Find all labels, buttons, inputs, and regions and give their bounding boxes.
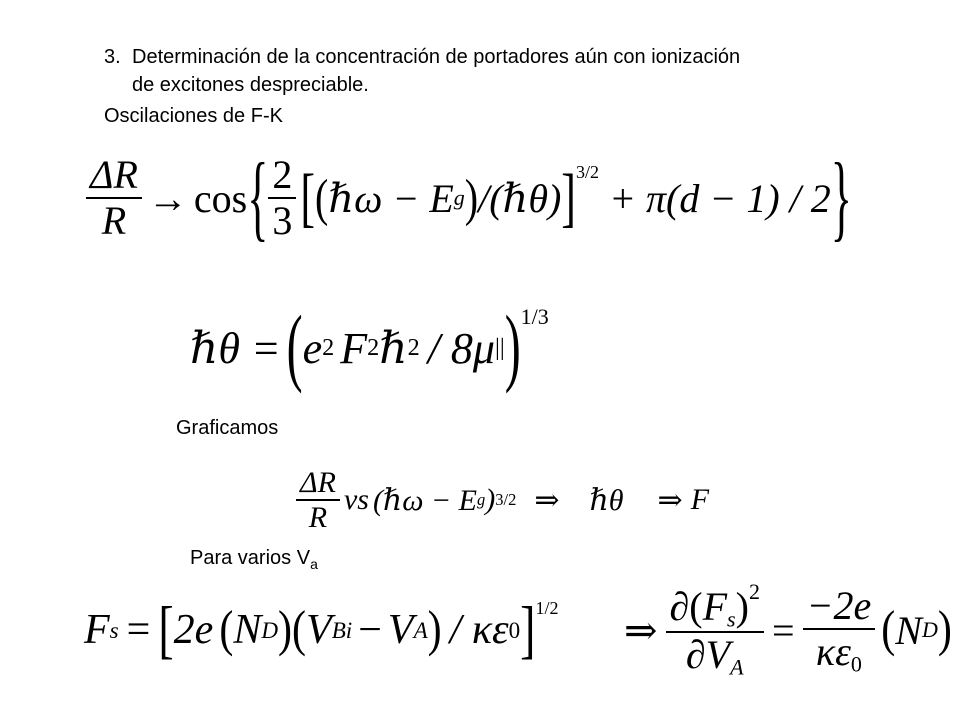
eq5-lhs-fraction [666, 580, 764, 680]
eq2-exponent: 1/3 [520, 304, 549, 329]
eq4-paren-open-1: ( [219, 602, 234, 658]
eq3-implies-1: ⇒ [534, 483, 560, 517]
eq2-hbar: ℏ [379, 323, 408, 373]
eq4-lhs-sub: s [109, 616, 119, 643]
eq4-minus: − [358, 607, 382, 653]
eq2-mid-sup: 2 [367, 334, 380, 361]
eq1-arrow: → [147, 175, 188, 221]
eq1-lhs-num: ΔR [90, 152, 138, 197]
eq2-mu-sub: || [495, 334, 505, 361]
eq1-right-brace: } [830, 143, 852, 251]
equation-fk-oscillation [86, 143, 852, 251]
eq4-coef: 2e [173, 607, 214, 653]
eq5-paren-open: ( [881, 602, 896, 658]
eq2-mid: F [340, 323, 368, 373]
eq3-exponent: 3/2 [495, 490, 517, 509]
eq1-lhs-fraction [86, 153, 142, 243]
eq1-frac-den: 3 [272, 198, 293, 243]
eq2-base-sup: 2 [322, 334, 335, 361]
eq5-nd-sub: D [921, 617, 938, 642]
eq5-rhs-num: −2e [806, 582, 872, 628]
label-para-varios-sub: a [310, 556, 318, 572]
eq4-eps-sub: 0 [508, 616, 521, 643]
eq3-paren-close: ) [485, 483, 496, 516]
eq5-num-paren-close: ) [735, 583, 749, 629]
eq4-paren-close-2: ) [427, 602, 442, 658]
eq4-lhs: F [84, 607, 110, 653]
eq5-num-f: F [702, 583, 728, 629]
eq1-inner-b: /(ℏθ) [478, 175, 562, 221]
eq4-vbi: V [306, 607, 332, 653]
subheading: Oscilaciones de F-K [104, 105, 283, 127]
equation-field-surface [84, 590, 558, 670]
eq2-div: / 8μ [427, 323, 495, 373]
label-graficamos: Graficamos [176, 417, 279, 439]
eq1-lhs-den: R [101, 198, 127, 243]
eq3-lhs-fraction [296, 466, 340, 534]
eq4-paren-close-1: ) [278, 602, 293, 658]
eq2-hbar-sup: 2 [407, 334, 420, 361]
eq5-num-paren-open: ( [689, 583, 703, 629]
eq5-rhs-den [812, 630, 866, 677]
heading-number: 3. [104, 46, 121, 68]
eq3-implies-2: ⇒ [657, 483, 683, 517]
eq4-va: V [387, 607, 414, 653]
eq5-implies: ⇒ [624, 607, 658, 653]
eq1-left-brace: { [247, 143, 269, 251]
eq3-lhs-num: ΔR [300, 466, 336, 499]
eq5-den-sub: A [730, 655, 744, 681]
eq3-end: F [690, 483, 710, 516]
eq4-eq: = [126, 607, 151, 653]
eq4-exponent: 1/2 [535, 598, 559, 618]
eq5-rhs-den-sub: 0 [850, 651, 862, 677]
eq1-right-paren: ) [464, 168, 479, 227]
eq1-two-thirds [268, 153, 296, 243]
eq2-right-paren: ) [504, 299, 521, 395]
eq4-nd: N [233, 607, 262, 653]
eq3-vs: vs [343, 483, 369, 516]
eq5-nd: N [895, 607, 922, 653]
eq4-paren-open-2: ( [292, 602, 307, 658]
eq5-eq: = [771, 607, 795, 653]
label-para-varios-text: Para varios V [190, 547, 311, 569]
eq3-lhs-den: R [308, 501, 328, 534]
heading-line-1: Determinación de la concentración de portadores aún con ionización [132, 46, 741, 68]
eq4-open-bracket: [ [158, 593, 174, 665]
eq5-num-d: ∂ [669, 583, 690, 629]
eq1-cos: cos [193, 175, 248, 221]
eq2-lhs: ℏθ = [190, 323, 281, 373]
eq1-right-bracket: ] [561, 160, 576, 234]
label-para-varios [190, 545, 318, 577]
equation-hbar-theta [190, 298, 549, 398]
eq1-left-bracket: [ [300, 160, 316, 234]
equation-plot [296, 460, 709, 540]
eq1-inner-a-sub: g [453, 185, 465, 210]
eq5-num-f-sub: s [727, 606, 736, 632]
eq1-inner-a: ℏω − E [328, 175, 454, 221]
eq5-rhs-den-text: κε [815, 628, 851, 674]
eq1-frac-num: 2 [272, 152, 293, 197]
eq3-paren: (ℏω − E [372, 483, 477, 517]
eq5-rhs-fraction [803, 584, 876, 677]
eq1-exponent: 3/2 [575, 162, 599, 182]
eq4-close-bracket: ] [520, 593, 536, 665]
eq4-vbi-sub: Bi [331, 616, 353, 643]
eq4-nd-sub: D [261, 616, 279, 643]
eq2-base: e [302, 323, 323, 373]
eq4-va-sub: A [413, 616, 428, 643]
eq5-lhs-num [666, 580, 764, 632]
eq1-left-paren: ( [315, 168, 329, 227]
eq2-left-paren: ( [286, 299, 303, 395]
heading-line-2: de excitones despreciable. [132, 74, 369, 96]
eq3-paren-sub: g [477, 490, 486, 509]
equation-derivative [624, 580, 952, 680]
eq5-paren-close: ) [937, 602, 952, 658]
eq4-div: / κε [449, 607, 509, 653]
eq5-lhs-den [682, 633, 748, 680]
eq1-tail: + π(d − 1) / 2 [608, 175, 831, 221]
eq5-num-sup: 2 [748, 578, 760, 604]
eq3-mid: ℏθ [589, 483, 624, 517]
eq5-den: ∂V [685, 632, 731, 678]
